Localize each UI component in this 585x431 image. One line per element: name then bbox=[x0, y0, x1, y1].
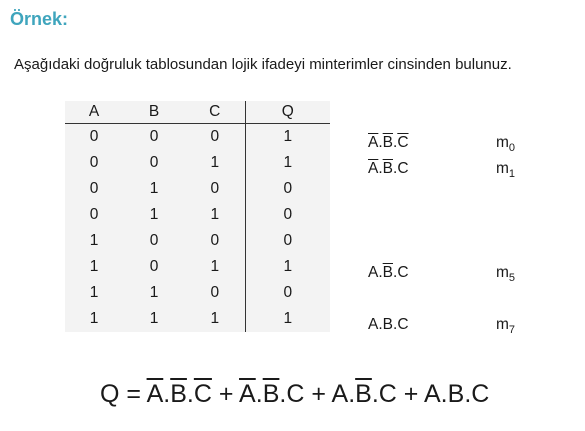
table-row bbox=[65, 306, 330, 332]
var-a: A bbox=[368, 264, 379, 281]
var-a-negated: $\overline{A}$ bbox=[368, 134, 379, 151]
table-row bbox=[65, 254, 330, 280]
var-b-negated: $\overline{B}$ bbox=[355, 380, 372, 408]
problem-description: Aşağıdaki doğruluk tablosundan lojik ifadeyi minterimler cinsinden bulunuz. bbox=[14, 56, 512, 73]
var-b: B bbox=[447, 380, 465, 408]
var-a-negated: $\overline{A}$ bbox=[146, 380, 164, 408]
var-a: A bbox=[423, 380, 441, 408]
formula-plus: + bbox=[211, 380, 240, 408]
cell-a: 1 bbox=[89, 284, 99, 301]
dot: . bbox=[393, 134, 398, 151]
minterm-letter: m bbox=[496, 160, 509, 177]
minterm-expressions bbox=[368, 124, 568, 344]
cell-a: 0 bbox=[89, 206, 99, 223]
var-b-negated: $\overline{B}$ bbox=[382, 134, 393, 151]
header-a: A bbox=[88, 103, 100, 120]
var-c: C bbox=[471, 380, 490, 408]
cell-b: 1 bbox=[149, 206, 159, 223]
cell-a: 1 bbox=[89, 232, 99, 249]
cell-c: 1 bbox=[210, 206, 220, 223]
minterm-label bbox=[496, 316, 515, 336]
var-c-negated: $\overline{C}$ bbox=[397, 134, 409, 151]
dot: . bbox=[393, 316, 398, 333]
formula-plus: + bbox=[304, 380, 332, 408]
var-a: A bbox=[331, 380, 349, 408]
dot: . bbox=[378, 160, 383, 177]
var-b-negated: $\overline{B}$ bbox=[262, 380, 280, 408]
table-row bbox=[65, 176, 330, 202]
result-formula bbox=[100, 380, 489, 409]
example-title: Örnek: bbox=[10, 9, 69, 29]
cell-b: 1 bbox=[149, 180, 159, 197]
var-a-negated: $\overline{A}$ bbox=[239, 380, 256, 408]
dot: . bbox=[348, 380, 356, 408]
cell-q: 1 bbox=[245, 124, 330, 151]
dot: . bbox=[279, 380, 287, 408]
var-c: C bbox=[286, 380, 305, 408]
cell-b: 0 bbox=[149, 232, 159, 249]
minterm-term bbox=[368, 264, 409, 282]
cell-a: 1 bbox=[89, 258, 99, 275]
dot: . bbox=[440, 380, 448, 408]
cell-q: 0 bbox=[245, 228, 330, 254]
header-q: Q bbox=[245, 101, 330, 124]
var-c: C bbox=[397, 264, 409, 281]
cell-q: 0 bbox=[245, 176, 330, 202]
var-c: C bbox=[397, 316, 409, 333]
minterm-index: 1 bbox=[508, 168, 516, 181]
cell-q: 1 bbox=[245, 254, 330, 280]
cell-c: 0 bbox=[210, 232, 220, 249]
var-b-negated: $\overline{B}$ bbox=[382, 160, 393, 177]
var-b: B bbox=[382, 316, 393, 333]
cell-b: 0 bbox=[149, 154, 159, 171]
minterm-label bbox=[496, 160, 515, 180]
table-row bbox=[65, 124, 330, 151]
minterm-index: 5 bbox=[508, 272, 516, 285]
dot: . bbox=[186, 380, 194, 408]
cell-c: 1 bbox=[210, 154, 220, 171]
header-c: C bbox=[209, 103, 221, 120]
cell-q: 0 bbox=[245, 280, 330, 306]
formula-plus: + bbox=[396, 380, 424, 408]
cell-q: 1 bbox=[245, 306, 330, 332]
minterm-letter: m bbox=[496, 264, 509, 281]
cell-a: 0 bbox=[89, 128, 99, 145]
truth-table-panel bbox=[65, 101, 330, 332]
minterm-index: 7 bbox=[508, 324, 516, 337]
cell-b: 1 bbox=[149, 310, 159, 327]
cell-c: 0 bbox=[210, 128, 220, 145]
cell-q: 0 bbox=[245, 202, 330, 228]
var-a: A bbox=[368, 316, 379, 333]
var-b-negated: $\overline{B}$ bbox=[382, 264, 393, 281]
minterm-label bbox=[496, 264, 515, 284]
cell-b: 0 bbox=[149, 128, 159, 145]
cell-b: 1 bbox=[149, 284, 159, 301]
table-row bbox=[65, 202, 330, 228]
dot: . bbox=[378, 264, 383, 281]
minterm-term bbox=[368, 134, 409, 152]
var-a-negated: $\overline{A}$ bbox=[368, 160, 379, 177]
table-row bbox=[65, 228, 330, 254]
minterm-letter: m bbox=[496, 134, 509, 151]
cell-c: 0 bbox=[210, 284, 220, 301]
dot: . bbox=[393, 264, 398, 281]
var-c: C bbox=[378, 380, 397, 408]
cell-q: 1 bbox=[245, 150, 330, 176]
cell-b: 0 bbox=[149, 258, 159, 275]
dot: . bbox=[378, 134, 383, 151]
minterm-term bbox=[368, 160, 409, 178]
cell-a: 1 bbox=[89, 310, 99, 327]
table-row bbox=[65, 150, 330, 176]
var-c-negated: $\overline{C}$ bbox=[193, 380, 212, 408]
dot: . bbox=[163, 380, 171, 408]
minterm-label bbox=[496, 134, 515, 154]
truth-table bbox=[65, 101, 330, 332]
cell-c: 1 bbox=[210, 258, 220, 275]
cell-c: 1 bbox=[210, 310, 220, 327]
cell-a: 0 bbox=[89, 154, 99, 171]
minterm-index: 0 bbox=[508, 142, 516, 155]
truth-table-header-row bbox=[65, 101, 330, 124]
var-c: C bbox=[397, 160, 409, 177]
dot: . bbox=[371, 380, 379, 408]
dot: . bbox=[393, 160, 398, 177]
minterm-letter: m bbox=[496, 316, 509, 333]
formula-equals: = bbox=[119, 380, 147, 408]
table-row bbox=[65, 280, 330, 306]
header-b: B bbox=[148, 103, 160, 120]
dot: . bbox=[464, 380, 472, 408]
cell-a: 0 bbox=[89, 180, 99, 197]
cell-c: 0 bbox=[210, 180, 220, 197]
minterm-term bbox=[368, 316, 409, 334]
dot: . bbox=[255, 380, 263, 408]
var-b-negated: $\overline{B}$ bbox=[170, 380, 187, 408]
dot: . bbox=[378, 316, 383, 333]
formula-lhs: Q bbox=[100, 380, 120, 408]
